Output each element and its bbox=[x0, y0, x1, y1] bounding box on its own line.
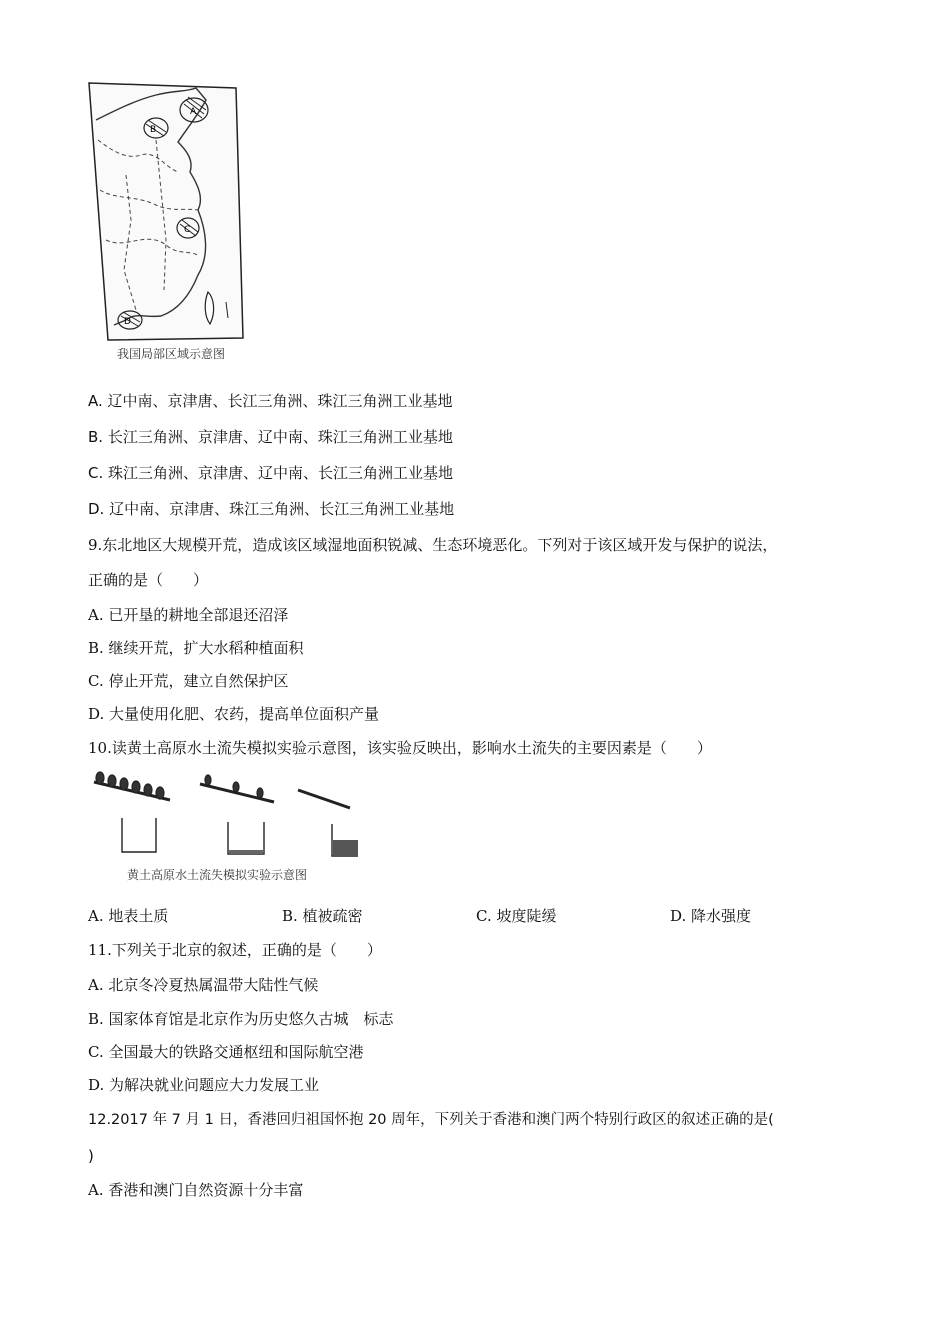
svg-text:C: C bbox=[184, 225, 191, 235]
q9-stem-line1: 9.东北地区大规模开荒，造成该区域湿地面积锐减、生态环境恶化。下列对于该区域开发与保护的说法， bbox=[88, 536, 778, 554]
q12-stem-line1: 12.2017 年 7 月 1 日，香港回归祖国怀抱 20 周年，下列关于香港和澳门两个特别行政区的叙述正确的是( bbox=[88, 1112, 774, 1128]
q11-option-b: B. 国家体育馆是北京作为历史悠久古城 标志 bbox=[88, 1010, 394, 1028]
q11-option-d: D. 为解决就业问题应大力发展工业 bbox=[88, 1076, 320, 1094]
q8-option-a: A. 辽中南、京津唐、长江三角洲、珠江三角洲工业基地 bbox=[88, 392, 453, 410]
q10-option-b: B. 植被疏密 bbox=[282, 907, 363, 925]
map-caption: 我国局部区域示意图 bbox=[117, 347, 226, 361]
q8-option-d: D. 辽中南、京津唐、珠江三角洲、长江三角洲工业基地 bbox=[88, 500, 455, 518]
q9-stem-line2: 正确的是（ ） bbox=[88, 571, 209, 589]
q8-option-b: B. 长江三角洲、京津唐、辽中南、珠江三角洲工业基地 bbox=[88, 428, 453, 446]
q9-option-b: B. 继续开荒，扩大水稻种植面积 bbox=[88, 639, 304, 657]
q10-option-d: D. 降水强度 bbox=[670, 907, 752, 925]
q9-option-d: D. 大量使用化肥、农药，提高单位面积产量 bbox=[88, 705, 380, 723]
map-image bbox=[86, 80, 246, 342]
q10-option-c: C. 坡度陡缓 bbox=[476, 907, 557, 925]
svg-text:D: D bbox=[124, 317, 131, 327]
q10-stem: 10.读黄土高原水土流失模拟实验示意图，该实验反映出，影响水土流失的主要因素是（ ） bbox=[88, 739, 712, 757]
q11-option-a: A. 北京冬冷夏热属温带大陆性气候 bbox=[88, 976, 319, 994]
q9-option-c: C. 停止开荒，建立自然保护区 bbox=[88, 672, 289, 690]
svg-text:B: B bbox=[150, 125, 157, 135]
q10-option-a: A. 地表土质 bbox=[88, 907, 169, 925]
q12-option-a: A. 香港和澳门自然资源十分丰富 bbox=[88, 1181, 304, 1199]
q12-stem-line2: ) bbox=[88, 1147, 94, 1165]
svg-text:A: A bbox=[190, 107, 197, 117]
q8-option-c: C. 珠江三角洲、京津唐、辽中南、长江三角洲工业基地 bbox=[88, 464, 454, 482]
q9-option-a: A. 已开垦的耕地全部退还沼泽 bbox=[88, 606, 289, 624]
q11-stem: 11.下列关于北京的叙述，正确的是（ ） bbox=[88, 941, 382, 959]
experiment-caption: 黄土高原水土流失模拟实验示意图 bbox=[127, 868, 308, 882]
q11-option-c: C. 全国最大的铁路交通枢纽和国际航空港 bbox=[88, 1043, 364, 1061]
experiment-image bbox=[88, 770, 358, 865]
